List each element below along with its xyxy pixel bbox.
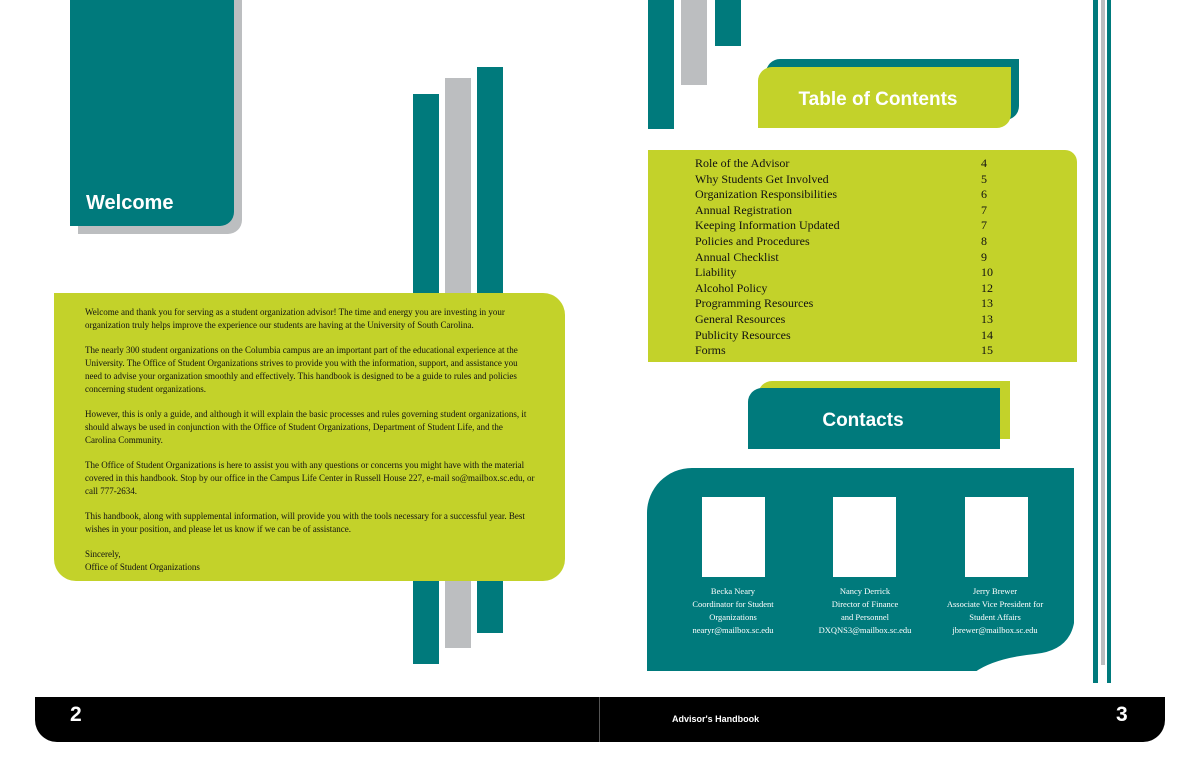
- toc-entry: [695, 156, 995, 172]
- toc-entry-page: 6: [981, 187, 987, 202]
- toc-entry-page: 12: [981, 280, 993, 295]
- letter-paragraph-3: However, this is only a guide, and although it will explain the basic processes and rules governing student organizations, it should always be used in conjunction with the Office of Student Organizations, Department of Student Life, and the Carolina Community.: [85, 409, 527, 445]
- toc-entry-page: 9: [981, 249, 987, 264]
- toc-entry: [695, 312, 995, 328]
- contacts-heading: Contacts: [822, 410, 904, 431]
- welcome-heading: Welcome: [86, 192, 174, 214]
- toc-entry-page: 10: [981, 265, 993, 280]
- contact-photo-2: [833, 497, 896, 577]
- letter-paragraph-1: Welcome and thank you for serving as a student organization advisor! The time and energy you are investing in your organization truly helps improve the experience our students are having at the University of South Carolina.: [85, 307, 505, 330]
- toc-entry: [695, 250, 995, 266]
- contact-title-line1: Associate Vice President for: [946, 599, 1044, 609]
- toc-entry-title: Why Students Get Involved: [695, 171, 829, 186]
- decor-top-bar-gray: [681, 0, 707, 85]
- contact-name: Jerry Brewer: [972, 586, 1018, 596]
- toc-entry: [695, 187, 995, 203]
- toc-entry: [695, 218, 995, 234]
- toc-entry: [695, 328, 995, 344]
- letter-paragraph-2: The nearly 300 student organizations on the Columbia campus are an important part of the educational experience at the University. The Office of Student Organizations strives to provide you with the information, support, and assistance you need to advise your organization smoothly and effectively. This handbook is designed to be a guide to rules and policies concerning student organizations.: [85, 345, 518, 394]
- contact-email[interactable]: DXQNS3@mailbox.sc.edu: [818, 625, 912, 635]
- contact-title-line1: Director of Finance: [831, 599, 899, 609]
- toc-entry-title: Annual Registration: [695, 202, 792, 217]
- toc-entry-title: Role of the Advisor: [695, 156, 790, 170]
- footer-divider: [599, 697, 600, 742]
- letter-signature: Office of Student Organizations: [85, 562, 200, 572]
- toc-entry-page: 15: [981, 343, 993, 358]
- left-page: [0, 0, 600, 697]
- left-page-number: 2: [70, 703, 82, 726]
- toc-entry: [695, 265, 995, 281]
- toc-entry-title: Keeping Information Updated: [695, 218, 840, 233]
- contact-photo-1: [702, 497, 765, 577]
- welcome-letter: [85, 306, 535, 574]
- toc-entry-page: 8: [981, 233, 987, 248]
- right-page-number: 3: [1116, 703, 1128, 726]
- toc-entry-title: Programming Resources: [695, 296, 814, 311]
- toc-entry-title: Policies and Procedures: [695, 233, 810, 248]
- contact-title-line2: Organizations: [709, 612, 757, 622]
- decor-edge-line-teal: [1093, 0, 1098, 683]
- contact-title-line2: Student Affairs: [969, 612, 1021, 622]
- contact-photo-3: [965, 497, 1028, 577]
- letter-closing: Sincerely,: [85, 549, 121, 559]
- toc-list: [695, 156, 995, 359]
- toc-entry-title: Organization Responsibilities: [695, 187, 838, 202]
- decor-edge-line-gray: [1101, 0, 1105, 665]
- toc-entry-page: 14: [981, 327, 993, 342]
- toc-entry-page: 13: [981, 311, 993, 326]
- toc-heading: Table of Contents: [798, 89, 958, 110]
- contact-card-1: [668, 585, 798, 637]
- toc-entry-page: 4: [981, 156, 987, 170]
- letter-paragraph-4: The Office of Student Organizations is here to assist you with any questions or concerns you might have with the material covered in this handbook. Stop by our office in the Campus Life Center in Russell House 227, e-mail so@mailbox.sc.edu, or call 777-2634.: [85, 460, 535, 496]
- footer-handbook-label: Advisor's Handbook: [672, 714, 760, 724]
- contact-email[interactable]: nearyr@mailbox.sc.edu: [692, 625, 774, 635]
- toc-entry-page: 7: [981, 202, 987, 217]
- letter-paragraph-5: This handbook, along with supplemental information, will provide you with the tools necessary for a successful year. Best wishes in your position, and please let us know if we can be of assistance.: [85, 511, 525, 534]
- toc-entry-title: Liability: [695, 265, 737, 280]
- contact-name: Nancy Derrick: [839, 586, 891, 596]
- contact-title-line2: and Personnel: [841, 612, 889, 622]
- contact-name: Becka Neary: [710, 586, 756, 596]
- toc-entry-page: 13: [981, 296, 993, 311]
- toc-entry: [695, 172, 995, 188]
- toc-entry: [695, 234, 995, 250]
- toc-entry-title: Publicity Resources: [695, 327, 791, 342]
- footer-bar: [35, 697, 1165, 742]
- toc-entry-page: 5: [981, 171, 987, 186]
- toc-entry-title: Alcohol Policy: [695, 280, 768, 295]
- toc-entry: [695, 281, 995, 297]
- toc-entry: [695, 343, 995, 359]
- toc-entry-title: Forms: [695, 343, 726, 358]
- contact-card-2: [800, 585, 930, 637]
- toc-entry-page: 7: [981, 218, 987, 233]
- toc-entry-title: Annual Checklist: [695, 249, 779, 264]
- decor-edge-line-teal-2: [1107, 0, 1111, 683]
- decor-top-bar-teal-2: [715, 0, 741, 46]
- toc-entry: [695, 203, 995, 219]
- decor-top-bar-teal-1: [648, 0, 674, 129]
- contact-card-3: [930, 585, 1060, 637]
- toc-entry: [695, 296, 995, 312]
- contact-title-line1: Coordinator for Student: [692, 599, 774, 609]
- toc-entry-title: General Resources: [695, 311, 786, 326]
- contact-email[interactable]: jbrewer@mailbox.sc.edu: [952, 625, 1038, 635]
